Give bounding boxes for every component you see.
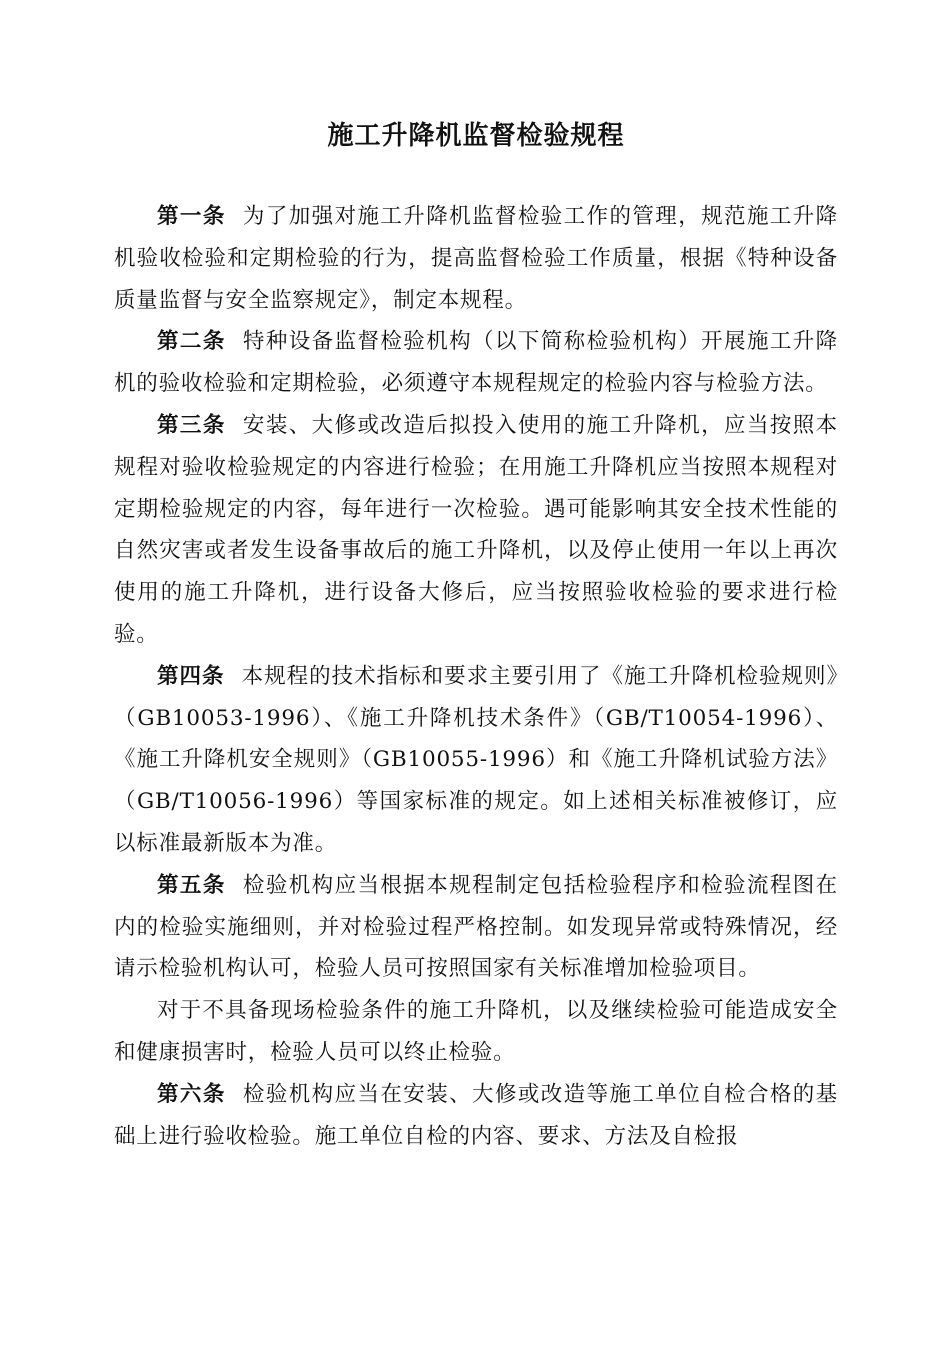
article-text: 为了加强对施工升降机监督检验工作的管理，规范施工升降机验收检验和定期检验的行为，提高监督检验工作质量，根据《特种设备质量监督与安全监察规定》，制定本规程。 [114,204,838,313]
paragraph-text: 对于不具备现场检验条件的施工升降机，以及继续检验可能造成安全和健康损害时，检验人员可以终止检验。 [114,998,838,1065]
continuation-paragraph [114,990,838,1074]
article-paragraph [114,1074,838,1158]
article-paragraph [114,865,838,990]
article-text: 安装、大修或改造后拟投入使用的施工升降机，应当按照本规程对验收检验规定的内容进行检验；在用施工升降机应当按照本规程对定期检验规定的内容，每年进行一次检验。遇可能影响其安全技术性能的自然灾害或者发生设备事故后的施工升降机，以及停止使用一年以上再次使用的施工升降机，进行设备大修后，应当按照验收检验的要求进行检验。 [114,412,838,647]
article-text: 检验机构应当根据本规程制定包括检验程序和检验流程图在内的检验实施细则，并对检验过程严格控制。如发现异常或特殊情况，经请示检验机构认可，检验人员可按照国家有关标准增加检验项目。 [114,872,838,982]
article-paragraph [114,405,838,656]
article-number: 第六条 [157,1081,226,1107]
article-number: 第一条 [157,204,226,229]
article-paragraph [114,321,838,405]
article-number: 第二条 [157,329,226,355]
article-paragraph [114,196,838,321]
article-paragraph [114,656,838,865]
article-number: 第五条 [157,872,226,898]
document-title: 施工升降机监督检验规程 [327,121,625,151]
article-text: 本规程的技术指标和要求主要引用了《施工升降机检验规则》（GB10053-1996）、《施工升降机技术条件》（GB/T10054-1996）、《施工升降机安全规则》（GB10055-1996）和《施工升降机试验方法》（GB/T10056-1996）等国家标准的规定。如上述相关标准被修订，应以标准最新版本为准。 [114,663,838,856]
article-number: 第三条 [157,412,226,438]
article-text: 检验机构应当在安装、大修或改造等施工单位自检合格的基础上进行验收检验。施工单位自检的内容、要求、方法及自检报 [114,1081,838,1149]
article-text: 特种设备监督检验机构（以下简称检验机构）开展施工升降机的验收检验和定期检验，必须遵守本规程规定的检验内容与检验方法。 [114,329,838,397]
article-number: 第四条 [157,663,225,689]
